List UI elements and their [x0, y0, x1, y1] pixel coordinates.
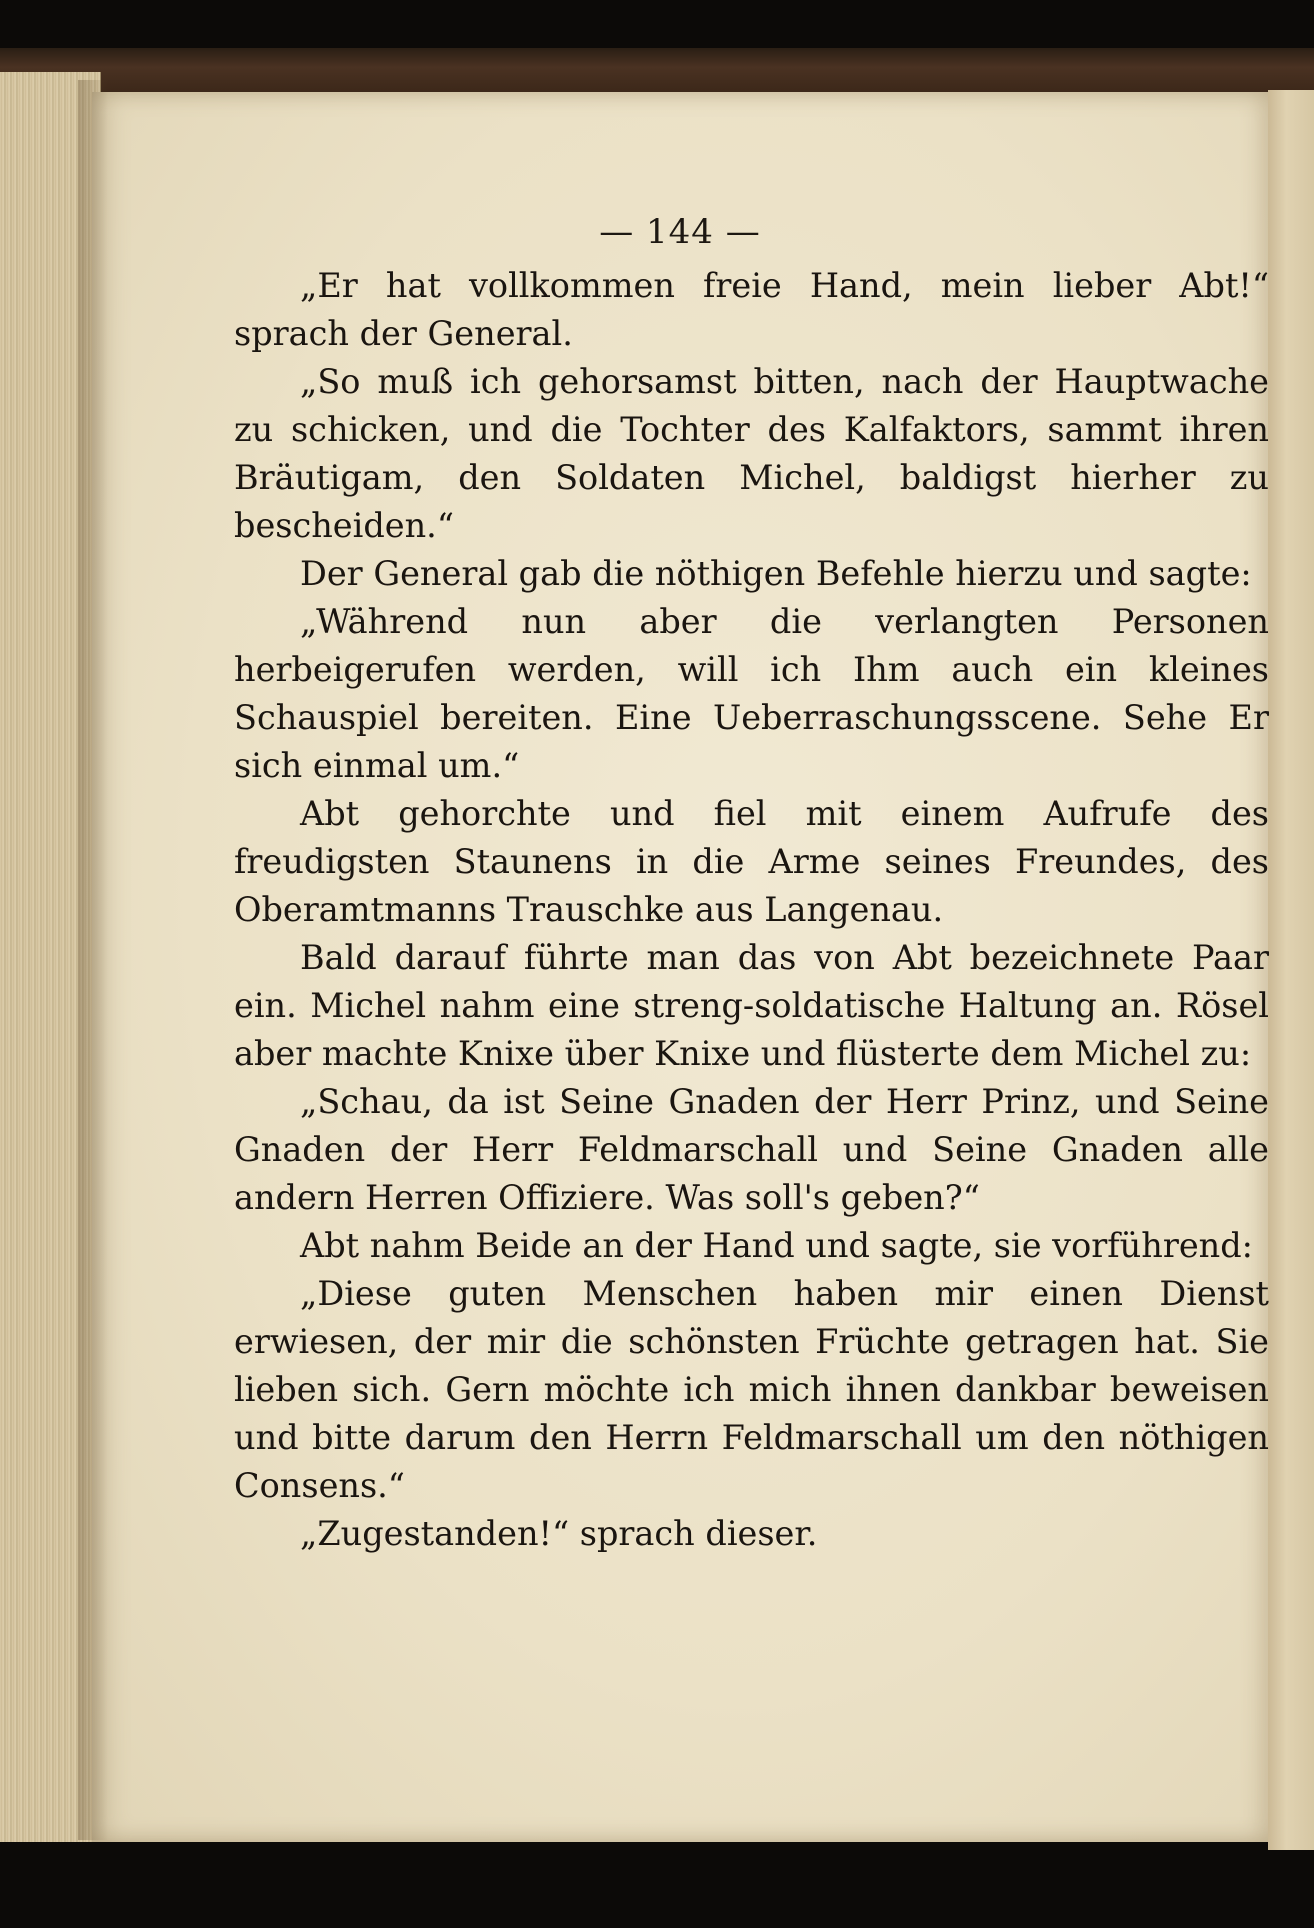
paragraph: „Während nun aber die verlangten Personen herbeigerufen werden, will ich Ihm auch ein kleines Schauspiel bereiten. Eine Ueberraschungsscene. Sehe Er sich einmal um.“: [234, 602, 1269, 785]
book-cover-edge: [0, 48, 1314, 96]
paragraph: „Er hat vollkommen freie Hand, mein lieber Abt!“ sprach der General.: [234, 266, 1269, 353]
paragraph: Abt gehorchte und fiel mit einem Aufrufe des freudigsten Staunens in die Arme seines Freundes, des Oberamtmanns Trauschke aus Langenau.: [234, 794, 1269, 929]
paragraph: „So muß ich gehorsamst bitten, nach der Hauptwache zu schicken, und die Tochter des Kalfaktors, sammt ihren Bräutigam, den Soldaten Michel, baldigst hierher zu bescheiden.“: [234, 362, 1269, 545]
facing-page-edge: [1268, 90, 1314, 1850]
paragraph: „Zugestanden!“ sprach dieser.: [300, 1514, 818, 1553]
paragraph: Abt nahm Beide an der Hand und sagte, sie vorführend:: [300, 1226, 1253, 1265]
page-number: — 144 —: [599, 212, 761, 252]
book-page: [92, 92, 1268, 1842]
paragraph: „Schau, da ist Seine Gnaden der Herr Prinz, und Seine Gnaden der Herr Feldmarschall und Seine Gnaden alle andern Herren Offiziere. Was soll's geben?“: [234, 1082, 1269, 1217]
page-text: [234, 262, 1269, 1558]
gutter-shadow: [78, 80, 108, 1840]
paragraph: Der General gab die nöthigen Befehle hierzu und sagte:: [300, 554, 1252, 593]
paragraph: Bald darauf führte man das von Abt bezeichnete Paar ein. Michel nahm eine streng-soldatische Haltung an. Rösel aber machte Knixe über Knixe und flüsterte dem Michel zu:: [234, 938, 1269, 1073]
paragraph: „Diese guten Menschen haben mir einen Dienst erwiesen, der mir die schönsten Früchte getragen hat. Sie lieben sich. Gern möchte ich mich ihnen dankbar beweisen und bitte darum den Herrn Feldmarschall um den nöthigen Consens.“: [234, 1274, 1269, 1505]
